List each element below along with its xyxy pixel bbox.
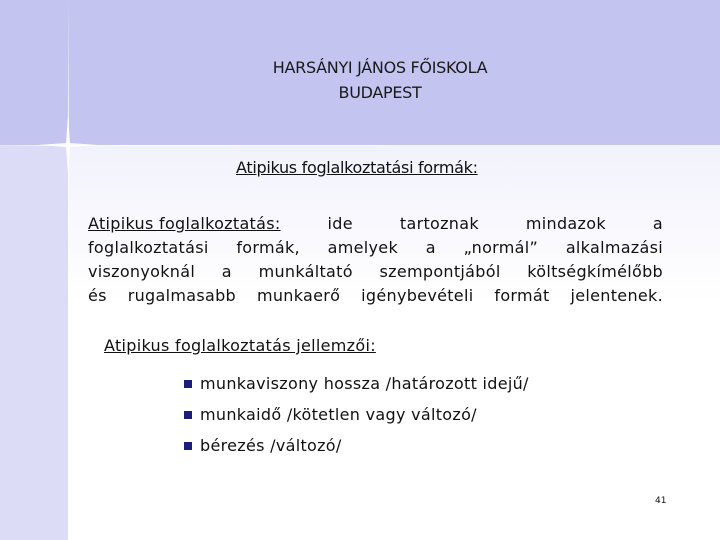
header-title bbox=[200, 55, 560, 105]
definition-line-3: viszonyoknál a munkáltató szempontjából költségkímélőbb bbox=[88, 262, 663, 281]
definition-line-4: és rugalmasabb munkaerő igénybevételi formát jelentenek. bbox=[88, 286, 663, 305]
definition-paragraph bbox=[88, 212, 663, 308]
list-item-text: munkaidő /kötetlen vagy változó/ bbox=[200, 405, 477, 424]
square-bullet-icon bbox=[184, 380, 192, 388]
features-list bbox=[184, 368, 529, 461]
definition-word: a bbox=[652, 214, 663, 233]
list-item bbox=[184, 368, 529, 399]
definition-term: Atipikus foglalkoztatás: bbox=[88, 214, 281, 233]
definition-line-1 bbox=[88, 212, 663, 236]
page-number: 41 bbox=[655, 496, 667, 506]
definition-word: mindazok bbox=[525, 214, 606, 233]
header-line-1: HARSÁNYI JÁNOS FŐISKOLA bbox=[272, 58, 488, 77]
section-title: Atipikus foglalkoztatási formák: bbox=[236, 158, 478, 177]
sparkle-icon bbox=[38, 115, 98, 175]
features-heading: Atipikus foglalkoztatás jellemzői: bbox=[104, 336, 376, 355]
list-item bbox=[184, 399, 529, 430]
list-item bbox=[184, 430, 529, 461]
definition-word: tartoznak bbox=[399, 214, 479, 233]
square-bullet-icon bbox=[184, 411, 192, 419]
definition-word: ide bbox=[327, 214, 353, 233]
header-line-2: BUDAPEST bbox=[338, 83, 422, 102]
list-item-text: munkaviszony hossza /határozott idejű/ bbox=[200, 374, 529, 393]
definition-line-2: foglalkoztatási formák, amelyek a „normál” alkalmazási bbox=[88, 238, 663, 257]
left-band bbox=[0, 145, 68, 540]
list-item-text: bérezés /változó/ bbox=[200, 436, 342, 455]
decorative-vertical-line bbox=[68, 0, 69, 540]
square-bullet-icon bbox=[184, 442, 192, 450]
decorative-horizontal-line bbox=[0, 145, 720, 146]
